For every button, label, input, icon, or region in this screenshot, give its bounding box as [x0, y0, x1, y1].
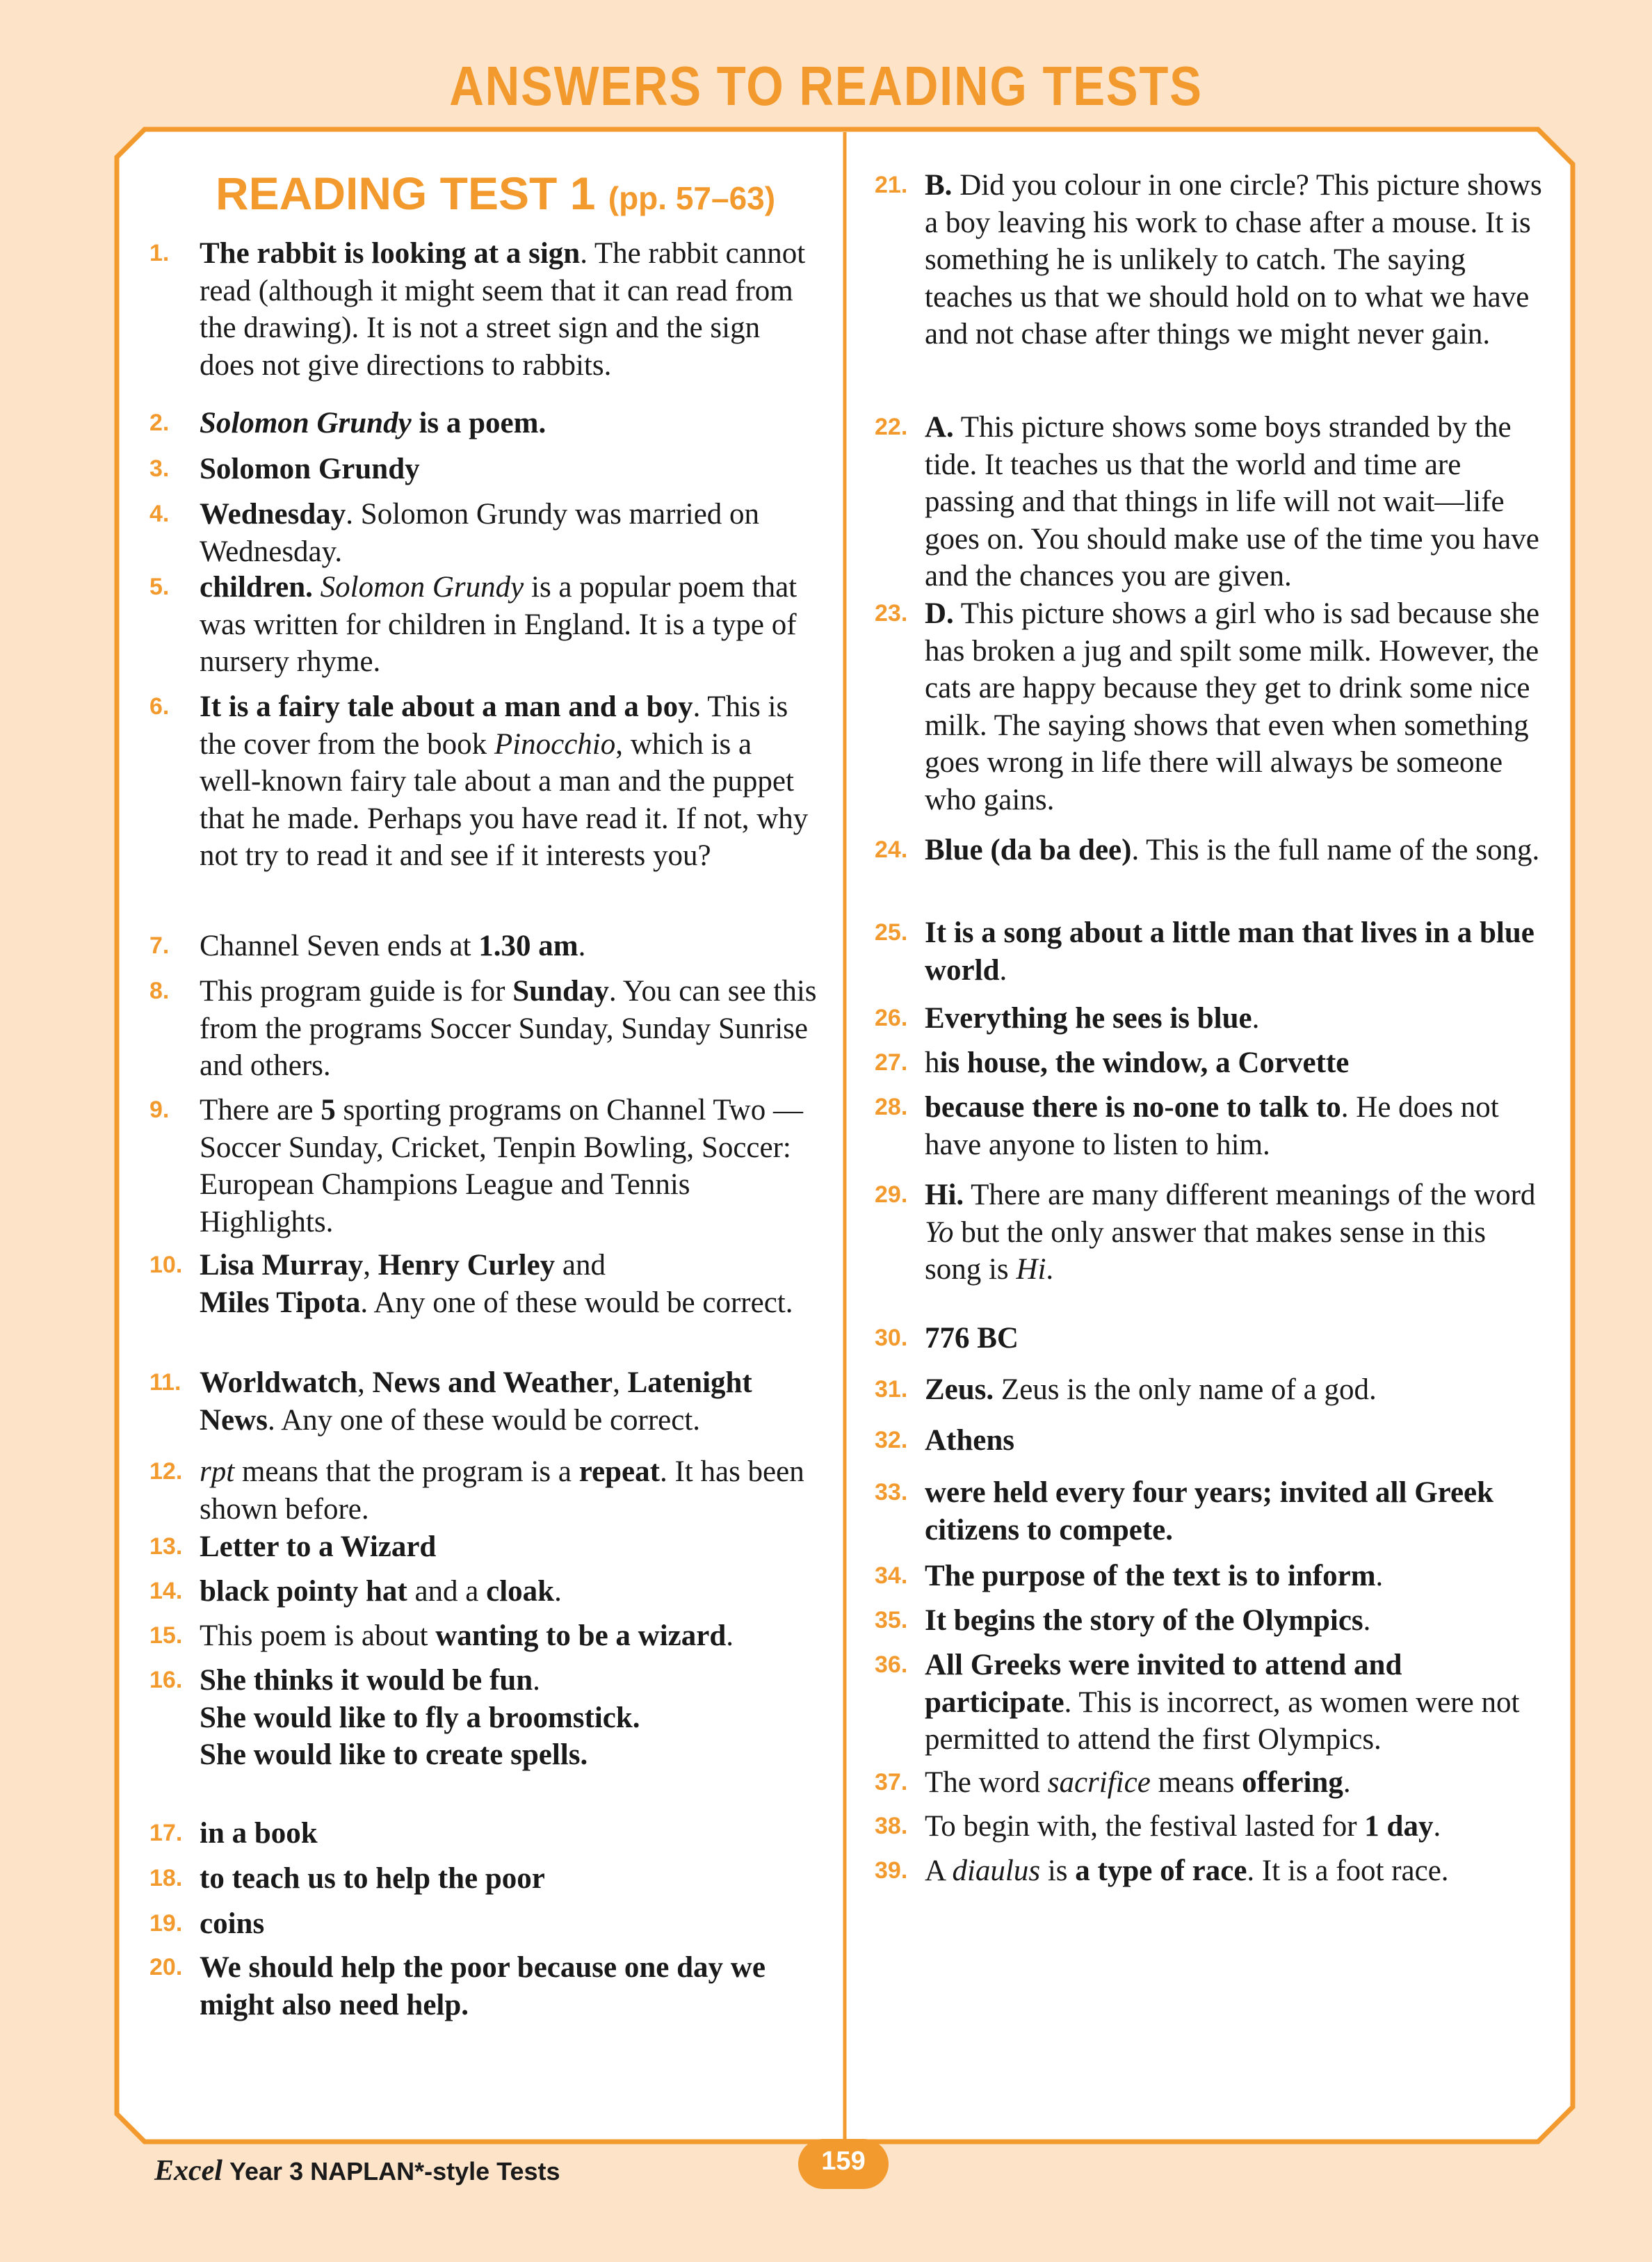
answer-number: 32. [875, 1427, 908, 1453]
answer-number: 19. [149, 1910, 183, 1937]
answer-number: 10. [149, 1252, 183, 1278]
answer-item [875, 595, 1542, 818]
answer-number: 35. [875, 1607, 908, 1633]
answer-text: The rabbit is looking at a sign. The rabbit cannot read (although it might seem that it can read from the drawing). It is not a street sign and the sign does not give directions to rabbits. [200, 237, 806, 382]
answer-text: 776 BC [925, 1322, 1019, 1355]
answer-text: All Greeks were invited to attend and participate. This is incorrect, as women were not permitted to attend the first Olympics. [925, 1649, 1520, 1756]
answer-item [875, 1371, 1542, 1409]
answer-item [149, 1453, 817, 1528]
answer-item [875, 1474, 1542, 1549]
page-number: 159 [798, 2139, 889, 2189]
answer-number: 33. [875, 1479, 908, 1505]
answer-number: 9. [149, 1097, 170, 1123]
answer-item [149, 1815, 817, 1852]
answer-item [875, 1177, 1542, 1288]
answer-text: Solomon Grundy is a poem. [200, 407, 546, 439]
answer-number: 1. [149, 240, 170, 266]
answer-text: A diaulus is a type of race. It is a foot race. [925, 1855, 1449, 1887]
answer-number: 37. [875, 1769, 908, 1795]
answer-text: A. This picture shows some boys stranded by the tide. It teaches us that the world and time are passing and that things in life will not wait—life goes on. You should make use of the time you have and the chances you are given. [925, 411, 1539, 592]
answer-text: The purpose of the text is to inform. [925, 1560, 1384, 1592]
answer-text: Channel Seven ends at 1.30 am. [200, 930, 586, 962]
answer-item [875, 914, 1542, 989]
answer-number: 20. [149, 1954, 183, 1980]
answer-item [149, 1905, 817, 1943]
answer-text: This program guide is for Sunday. You can see this from the programs Soccer Sunday, Sunday Sunrise and others. [200, 975, 817, 1082]
answer-number: 3. [149, 455, 170, 482]
answer-text: Blue (da ba dee). This is the full name of the song. [925, 834, 1540, 866]
answer-number: 11. [149, 1369, 181, 1396]
answer-item [875, 832, 1542, 869]
answer-number: 24. [875, 837, 908, 863]
answer-text: To begin with, the festival lasted for 1 day. [925, 1810, 1441, 1843]
answer-number: 38. [875, 1813, 908, 1839]
answer-text: to teach us to help the poor [200, 1862, 545, 1895]
answer-text: Athens [925, 1424, 1015, 1457]
answer-text: black pointy hat and a cloak. [200, 1575, 562, 1608]
answer-text: There are 5 sporting programs on Channel Two — Soccer Sunday, Cricket, Tenpin Bowling, Soccer: European Champions League and Tennis Highlights. [200, 1094, 803, 1238]
answer-number: 29. [875, 1181, 908, 1208]
answer-number: 18. [149, 1865, 183, 1891]
answer-number: 26. [875, 1005, 908, 1031]
answer-number: 25. [875, 919, 908, 946]
answer-text: coins [200, 1907, 265, 1940]
answer-item [875, 1044, 1542, 1082]
answer-number: 16. [149, 1667, 183, 1693]
answer-item [149, 1573, 817, 1610]
answer-item [149, 1247, 817, 1321]
answer-text: Everything he sees is blue. [925, 1002, 1260, 1035]
answer-text: The word sacrifice means offering. [925, 1766, 1351, 1799]
answer-item [875, 1808, 1542, 1845]
answer-item [149, 1949, 817, 2023]
answer-text: in a book [200, 1817, 318, 1850]
book-subtitle: Year 3 NAPLAN*-style Tests [229, 2157, 560, 2186]
answer-item [875, 167, 1542, 353]
answer-text: This poem is about wanting to be a wizard. [200, 1619, 734, 1652]
answer-text: were held every four years; invited all Greek citizens to compete. [925, 1476, 1494, 1546]
answer-item [149, 1092, 817, 1241]
answer-number: 15. [149, 1622, 183, 1649]
answer-item [149, 928, 817, 965]
answer-text: B. Did you colour in one circle? This picture shows a boy leaving his work to chase after a mouse. It is something he is unlikely to catch. The saying teaches us that we should hold on to what we have and not chase after things we might never gain. [925, 169, 1542, 350]
answer-text: Worldwatch, News and Weather, Latenight News. Any one of these would be correct. [200, 1366, 752, 1437]
answer-item [149, 1528, 817, 1566]
answer-item [875, 1320, 1542, 1357]
page-title: ANSWERS TO READING TESTS [449, 55, 1203, 117]
answer-number: 30. [875, 1325, 908, 1351]
answer-number: 21. [875, 172, 908, 198]
answer-text: rpt means that the program is a repeat. It has been shown before. [200, 1455, 804, 1526]
answer-item [875, 1602, 1542, 1640]
answer-text: Hi. There are many different meanings of the word Yo but the only answer that makes sense in this song is Hi. [925, 1179, 1536, 1286]
answer-item [875, 1000, 1542, 1037]
answer-text: children. Solomon Grundy is a popular poem that was written for children in England. It is a type of nursery rhyme. [200, 571, 797, 678]
answer-item [149, 1617, 817, 1655]
answer-number: 39. [875, 1857, 908, 1884]
answer-text: Wednesday. Solomon Grundy was married on Wednesday. [200, 498, 760, 568]
answer-number: 23. [875, 600, 908, 627]
answer-item [875, 1422, 1542, 1460]
answer-text: It is a fairy tale about a man and a boy. This is the cover from the book Pinocchio, which is a well-known fairy tale about a man and the puppet that he made. Perhaps you have read it. If not, why not try to read it and see if it interests you? [200, 690, 809, 872]
answer-number: 17. [149, 1820, 183, 1846]
answer-item [149, 1662, 817, 1774]
answer-number: 8. [149, 978, 170, 1004]
answer-item [149, 1860, 817, 1898]
answer-number: 14. [149, 1578, 183, 1604]
section-heading [216, 167, 775, 220]
answer-item [875, 409, 1542, 595]
answer-item [875, 1647, 1542, 1759]
answer-item [149, 688, 817, 875]
answer-text: Solomon Grundy [200, 453, 420, 485]
answer-number: 12. [149, 1458, 183, 1485]
answer-text: Lisa Murray, Henry Curley and Miles Tipota. Any one of these would be correct. [200, 1249, 793, 1319]
answer-item [875, 1089, 1542, 1163]
answer-item [149, 569, 817, 681]
brand-logo: Excel [154, 2155, 222, 2187]
answer-number: 4. [149, 501, 170, 527]
answer-number: 2. [149, 410, 170, 436]
answer-number: 34. [875, 1562, 908, 1589]
answer-text: It is a song about a little man that lives in a blue world. [925, 916, 1534, 987]
answer-number: 5. [149, 574, 170, 600]
answer-number: 28. [875, 1094, 908, 1120]
answer-number: 13. [149, 1533, 183, 1560]
answer-text: Zeus. Zeus is the only name of a god. [925, 1373, 1377, 1406]
answer-item [149, 973, 817, 1085]
footer-brand [154, 2154, 560, 2188]
answer-item [875, 1558, 1542, 1595]
answer-item [149, 1364, 817, 1439]
answer-item [149, 451, 817, 488]
answer-number: 27. [875, 1049, 908, 1076]
section-title: READING TEST 1 [216, 168, 596, 219]
answer-item [875, 1764, 1542, 1802]
answer-text: She thinks it would be fun. She would like to fly a broomstick. She would like to create spells. [200, 1664, 640, 1771]
answer-item [149, 235, 817, 384]
answer-number: 6. [149, 693, 170, 720]
answer-text: because there is no-one to talk to. He does not have anyone to listen to him. [925, 1091, 1499, 1161]
answer-number: 22. [875, 414, 908, 440]
answer-text: It begins the story of the Olympics. [925, 1604, 1371, 1637]
answer-text: D. This picture shows a girl who is sad because she has broken a jug and spilt some milk. However, the cats are happy because they get to drink some nice milk. The saying shows that even when something goes wrong in life there will always be someone who gains. [925, 597, 1540, 816]
answer-number: 36. [875, 1651, 908, 1678]
answer-number: 31. [875, 1376, 908, 1403]
answer-text: Letter to a Wizard [200, 1530, 437, 1563]
answer-item [875, 1852, 1542, 1890]
section-pages: (pp. 57–63) [608, 180, 776, 216]
answer-item [149, 496, 817, 570]
answer-number: 7. [149, 932, 170, 959]
answer-item [149, 405, 817, 442]
answer-text: his house, the window, a Corvette [925, 1047, 1350, 1079]
answer-text: We should help the poor because one day we might also need help. [200, 1951, 766, 2021]
